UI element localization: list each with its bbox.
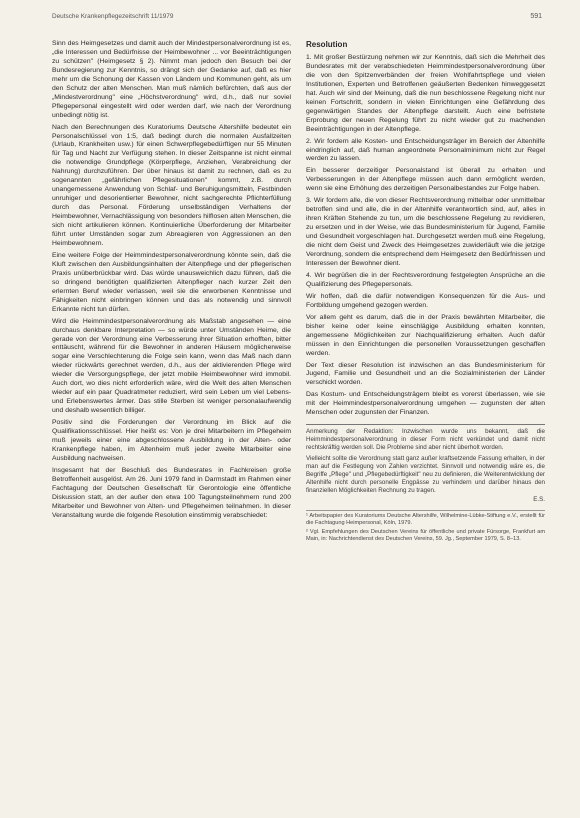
running-head	[52, 13, 542, 20]
editorial-note	[306, 424, 545, 504]
page-number: 591	[530, 13, 542, 20]
paragraph: Vor allem geht es darum, daß die in der Praxis bewährten Mitarbeiter, die bisher keine oder keine einschlägige Ausbildung erhalten konnten, angemessene Möglichkeiten zur Nachqualifizierung erhalten. Auch dafür müssen in den Einrichtungen die personellen Voraussetzungen geschaffen werden.	[306, 313, 545, 357]
paragraph: Wir hoffen, daß die dafür notwendigen Konsequenzen für die Aus- und Fortbildung umgehend gezogen werden.	[306, 292, 545, 309]
right-column	[306, 40, 545, 543]
paragraph: Nach den Berechnungen des Kuratoriums Deutsche Altershilfe bedeutet ein Personalschlüssel von 1:5, daß bedingt durch die normalen Ausfallzeiten (Urlaub, Krankheiten usw.) für einen Schwerpflegebedürftigen nur 55 Minuten für Tag und Nacht zur Verfügung stehen. In dieser Zeitspanne ist nicht einmal die notwendige Grundpflege (Körperpflege, Anziehen, Verabreichung der Nahrung) durchzuführen. Der über hinaus ist damit zu rechnen, daß es zu sogenannten „gefährlichen Pflegesituationen" kommt, z.B. durch unangemessene Anwendung von Schlaf- und Beruhigungsmitteln, Festbinden unruhiger und desorientierter Bewohner, nicht sachgerechte Pflichterfüllung durch das Personal. Förderung unselbständigen Verhaltens der Heimbewohner, Vernachlässigung von besonders hilflosen alten Menschen, die sich nicht artikulieren können. Kontinuierliche Überforderung der Mitarbeiter führt unter Umständen sogar zum Abreagieren von Aggressionen an den Heimbewohnern.	[52, 123, 291, 247]
footnote: ¹ Arbeitspapier des Kuratoriums Deutsche Altershilfe, Wilhelmine-Lübke-Stiftung e.V., erstellt für die Fachtagung Heimpersonal, Köln, 1979.	[306, 513, 545, 527]
note-paragraph: Anmerkung der Redaktion: Inzwischen wurde uns bekannt, daß die Heimmindestpersonalverordnung in dieser Form nicht verkündet und damit nicht rechtskräftig werden soll. Die Probleme sind aber nicht überholt worden.	[306, 428, 545, 452]
paragraph: 1. Mit großer Bestürzung nehmen wir zur Kenntnis, daß sich die Mehrheit des Bundesrates mit der verabschiedeten Heimmindestpersonalverordnung über die von den Spitzenverbänden der freien Wohlfahrtspflege und vielen Institutionen, Experten und Betroffenen geäußerten Bedenken hinweggesetzt hat. Auch wir sind der Meinung, daß die nun beschlossene Regelung nicht nur keinen Fortschritt, sondern in vielen Einrichtungen eine Gefährdung des gegenwärtigen Standes der Altenpflege darstellt. Auch eine befristete Erprobung der neuen Regelung führt zu nicht wieder gut zu machenden Beeinträchtigungen in der Altenpflege.	[306, 54, 545, 133]
paragraph: Positiv sind die Forderungen der Verordnung im Blick auf die Qualifikationsschlüssel. Hier heißt es: Von je drei Mitarbeitern im Pflegeheim muß jeweils einer eine abgeschlossene Ausbildung in der Alten- oder Krankenpflege haben, im Altenheim muß jeder zweite Mitarbeiter eine Ausbildung nachweisen.	[52, 419, 291, 462]
paragraph: 4. Wir begrüßen die in der Rechtsverordnung festgelegten Ansprüche an die Qualifizierung des Pflegepersonals.	[306, 271, 545, 288]
footnotes	[306, 510, 545, 543]
journal-title: Deutsche Krankenpflegezeitschrift 11/1979	[52, 13, 174, 20]
paragraph: Insgesamt hat der Beschluß des Bundesrates in Fachkreisen große Betroffenheit ausgelöst. Am 26. Juni 1979 fand in Darmstadt im Rahmen einer Fachtagung der Deutschen Gesellschaft für Gerontologie eine öffentliche Diskussion statt, an der außer den etwa 100 Tagungsteilnehmern rund 200 Mitarbeiter und Bewohner von Alten- und Pflegeheimen teilnahmen. In dieser Veranstaltung wurde die folgende Resolution einstimmig verabschiedet:	[52, 466, 291, 519]
paragraph: Der Text dieser Resolution ist inzwischen an das Bundesministerium für Jugend, Familie und Gesundheit und an die Sozialministerien der Länder verschickt worden.	[306, 361, 545, 387]
paragraph: Sinn des Heimgesetzes und damit auch der Mindestpersonalverordnung ist es, „die Interessen und Bedürfnisse der Heimbewohner ... vor Beeinträchtigungen zu schützen" (Heimgesetz § 2). Nimmt man jedoch den Besuch bei der Bundesregierung zur Kenntnis, so drängt sich der Gedanke auf, daß es hier mehr um die Schonung der Kassen von Ländern und Kommunen geht, als um den Schutz der alten Menschen. Man muß nämlich befürchten, daß aus der „Mindestverordnung" eine „Höchstverordnung" wird, d.h., daß nur soviel Pflegepersonal eingestellt wird oder werden darf, wie nach der Verordnung unbedingt nötig ist.	[52, 40, 291, 119]
footnote: ² Vgl. Empfehlungen des Deutschen Vereins für öffentliche und private Fürsorge, Frankfurt am Main, in: Nachrichtendienst des Deutschen Vereins, 59. Jg., September 1979, S. 8–13.	[306, 529, 545, 543]
section-title: Resolution	[306, 40, 348, 49]
note-signature: E.S.	[533, 495, 545, 503]
note-paragraph: Vielleicht sollte die Verordnung statt ganz außer kraftsetzende Fassung erhalten, in der man auf die Festlegung von Zahlen verzichtet. Sinnvoll und notwendig wäre es, die Begriffe „Pflege" und „Pflegebedürftigkeit" neu zu definieren, die Weiterentwicklung der Altenhilfe nicht durch personelle Engpässe zu verhindern und darüber hinaus den finanziellen Möglichkeiten Rechnung zu tragen.	[306, 454, 545, 494]
paragraph: Ein besserer derzeitiger Personalstand ist überall zu erhalten und Verbesserungen in der Altenpflege müssen auch dann ermöglicht werden, wenn sie eine Erhöhung des derzeitigen Personalbestandes zur Folge haben.	[306, 167, 545, 193]
left-column	[52, 40, 291, 521]
paragraph: 2. Wir fordern alle Kosten- und Entscheidungsträger im Bereich der Altenhilfe eindringlich auf, daß human angeordnete Personalminimum nicht zur Regel werden zu lassen.	[306, 137, 545, 163]
paragraph: Eine weitere Folge der Heimmindestpersonalverordnung könnte sein, daß die Kluft zwischen den Ausbildungsinhalten der Altenpflege und der pflegerischen Praxis unüberbrückbar wird. Das würde unausweichlich dazu führen, daß die so dringend benötigten qualifizierten Altenpfleger nach kurzer Zeit den erlernten Beruf wieder verlassen, weil sie die erworbenen Kenntnisse und Fähigkeiten nicht einbringen können und das als notwendig und sinnvoll Erkannte nicht tun dürfen.	[52, 251, 291, 313]
paragraph: Wird die Heimmindestpersonalverordnung als Maßstab angesehen — eine durchaus denkbare Interpretation — so würde unter Umständen Heime, die gerade von der Verordnung eine Verbesserung ihrer Situation erhofften, bitter enttäuscht, während für die Bewohner in anderen Häusern möglicherweise sogar eine Verschlechterung die Folge sein kann, wenn das Maß nach dann wieder rückwärts gerechnet werden, d.h., aus der aktivierenden Pflege wird wieder die Versorgungspflege, der jetzt mobile Heimbewohner wird immobil. Auch dort, wo dies nicht erforderlich wäre, wird die Welt des alten Menschen wieder auf ein paar Quadratmeter reduziert, wird sein Leben um viel Lebens- und Erlebenswertes ärmer. Das stille Sterben ist weniger personalaufwendig und deshalb wesentlich billiger.	[52, 317, 291, 415]
paragraph: Das Kostum- und Entscheidungsträgern bleibt es vorerst überlassen, wie sie mit der Heimmindestpersonalverordnung umgehen — zugunsten der alten Menschen oder zugunsten der Finanzen.	[306, 391, 545, 417]
paragraph: 3. Wir fordern alle, die von dieser Rechtsverordnung mittelbar oder unmittelbar betroffen sind und alle, die in der Altenhilfe verantwortlich sind, auf, alles in ihren Kräften Stehende zu tun, um die beschlossene Regelung zu revidieren, zu ersetzen und in der Weise, wie das Bundesministerium für Jugend, Familie und Gesundheit vorgeschlagen hat. Durchgesetzt werden muß eine Regelung, die nicht dem Geist und Zweck des Heimgesetzes zuwiderläuft wie die jetzige Verordnung, sondern die entsprechend dem Heimgesetz den Bedürfnissen und Interessen der Bewohner dient.	[306, 197, 545, 267]
